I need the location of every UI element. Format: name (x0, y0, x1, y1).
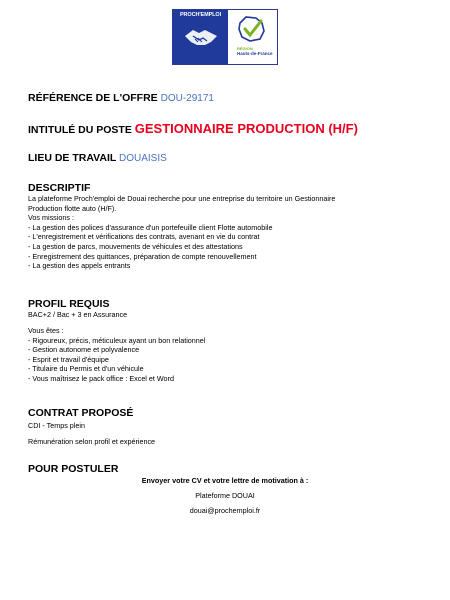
prochemploi-logo (172, 9, 278, 65)
description-line: - La gestion de parcs, mouvements de véhicules et des attestations (28, 241, 243, 251)
reference-value: DOU-29171 (160, 93, 214, 104)
profile-line: - Gestion autonome et polyvalence (28, 345, 140, 355)
region-map-icon (236, 13, 268, 45)
job-title-label: INTITULÉ DU POSTE (28, 124, 132, 136)
logo-region-label: RÉGION (237, 46, 253, 51)
description-line: - La gestion des polices d'assurance d'un portefeuille client Flotte automobile (28, 222, 273, 232)
profile-body (28, 326, 423, 384)
profile-line: - Rigoureux, précis, méticuleux ayant un bon relationnel (28, 335, 206, 345)
description-body (28, 194, 423, 271)
apply-instruction: Envoyer votre CV et votre lettre de motivation à : (141, 476, 309, 485)
handshake-icon (183, 24, 219, 50)
profile-heading: PROFIL REQUIS (28, 298, 110, 310)
description-line: La plateforme Proch'emploi de Douai recherche pour une entreprise du territoire un Gestionnaire (28, 194, 336, 203)
location-row (28, 152, 167, 164)
logo-region-panel (228, 10, 277, 64)
logo-brand-panel (173, 10, 228, 64)
logo-region-name: Hauts-de-France (237, 51, 273, 56)
apply-email[interactable]: douai@prochemploi.fr (189, 506, 261, 515)
job-title-row (28, 121, 358, 136)
contract-type: CDI - Temps plein (28, 421, 85, 430)
description-heading: DESCRIPTIF (28, 182, 91, 194)
description-line: Production flotte auto (H/F). (28, 203, 117, 213)
location-label: LIEU DE TRAVAIL (28, 152, 117, 164)
apply-platform: Plateforme DOUAI (195, 491, 255, 500)
description-line: - L'enregistrement et vérifications des contrats, avenant en vie du contrat (28, 232, 260, 242)
description-line: Vos missions : (28, 213, 74, 223)
location-value: DOUAISIS (119, 153, 167, 164)
profile-line: - Esprit et travail d'équipe (28, 354, 109, 364)
profile-diploma: BAC+2 / Bac + 3 en Assurance (28, 310, 128, 319)
reference-row (28, 92, 214, 104)
contract-heading: CONTRAT PROPOSÉ (28, 407, 134, 419)
profile-line: - Vous maîtrisez le pack office : Excel et Word (28, 373, 174, 383)
description-line: - Enregistrement des quittances, préparation de compte renouvellement (28, 251, 257, 261)
contract-remuneration: Rémunération selon profil et expérience (28, 437, 156, 446)
apply-heading: POUR POSTULER (28, 463, 119, 475)
description-line: - La gestion des appels entrants (28, 261, 131, 271)
profile-line: Vous êtes : (28, 326, 64, 335)
reference-label: RÉFÉRENCE DE L'OFFRE (28, 92, 158, 104)
logo-brand-text: PROCH'EMPLOI (179, 12, 222, 18)
profile-line: - Titulaire du Permis et d'un véhicule (28, 364, 144, 374)
job-title-value: GESTIONNAIRE PRODUCTION (H/F) (134, 121, 358, 136)
